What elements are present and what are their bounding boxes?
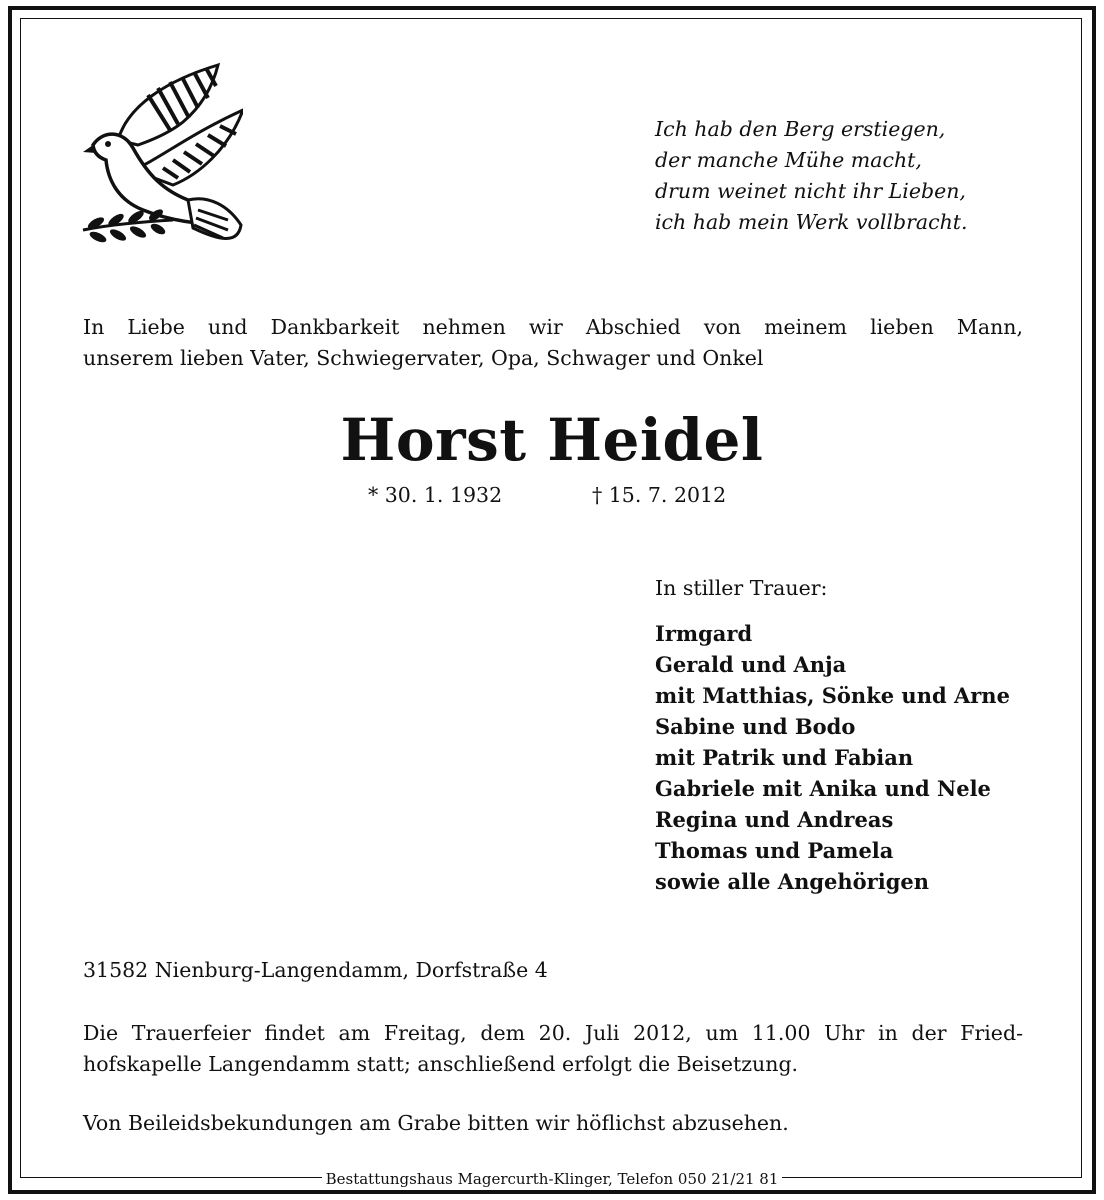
poem-line: der manche Mühe macht, [655,148,922,172]
mourner-item: mit Patrik und Fabian [655,745,914,770]
service-line: Die Trauerfeier findet am Freitag, dem 20. Juli 2012, um 11.00 Uhr in der Fried- [83,1021,1023,1045]
mourner-item: Gerald und Anja [655,652,847,677]
closing-note: Von Beileidsbekundungen am Grabe bitten wir höflichst abzusehen. [83,1111,789,1135]
death-date: † 15. 7. 2012 [592,483,727,507]
service-line: hofskapelle Langendamm statt; anschließend erfolgt die Beisetzung. [83,1052,799,1076]
poem-line: Ich hab den Berg erstiegen, [655,117,946,141]
mourner-item: mit Matthias, Sönke und Arne [655,683,1010,708]
dove-with-olive-branch-icon [78,60,243,260]
poem-line: drum weinet nicht ihr Lieben, [655,179,966,203]
service-info [83,1018,1023,1080]
deceased-name: Horst Heidel [340,406,764,474]
poem-line: ich hab mein Werk vollbracht. [655,210,968,234]
mourner-item: Sabine und Bodo [655,714,856,739]
mourner-item: Irmgard [655,621,753,646]
funeral-home-info: Bestattungshaus Magercurth-Klinger, Telefon 050 21/21 81 [322,1169,783,1189]
mourner-item: Thomas und Pamela [655,838,894,863]
birth-date: * 30. 1. 1932 [368,483,503,507]
mourners-list [655,618,1010,897]
intro-text [83,312,1023,374]
poem [655,114,1035,238]
intro-line: In Liebe und Dankbarkeit nehmen wir Abschied von meinem lieben Mann, [83,315,1023,339]
mourner-item: Regina und Andreas [655,807,894,832]
footer [0,1169,1104,1189]
intro-line: unserem lieben Vater, Schwiegervater, Opa, Schwager und Onkel [83,346,764,370]
mourner-item: Gabriele mit Anika und Nele [655,776,991,801]
mourning-label: In stiller Trauer: [655,576,828,600]
mourner-item: sowie alle Angehörigen [655,869,930,894]
address: 31582 Nienburg-Langendamm, Dorfstraße 4 [83,958,548,982]
